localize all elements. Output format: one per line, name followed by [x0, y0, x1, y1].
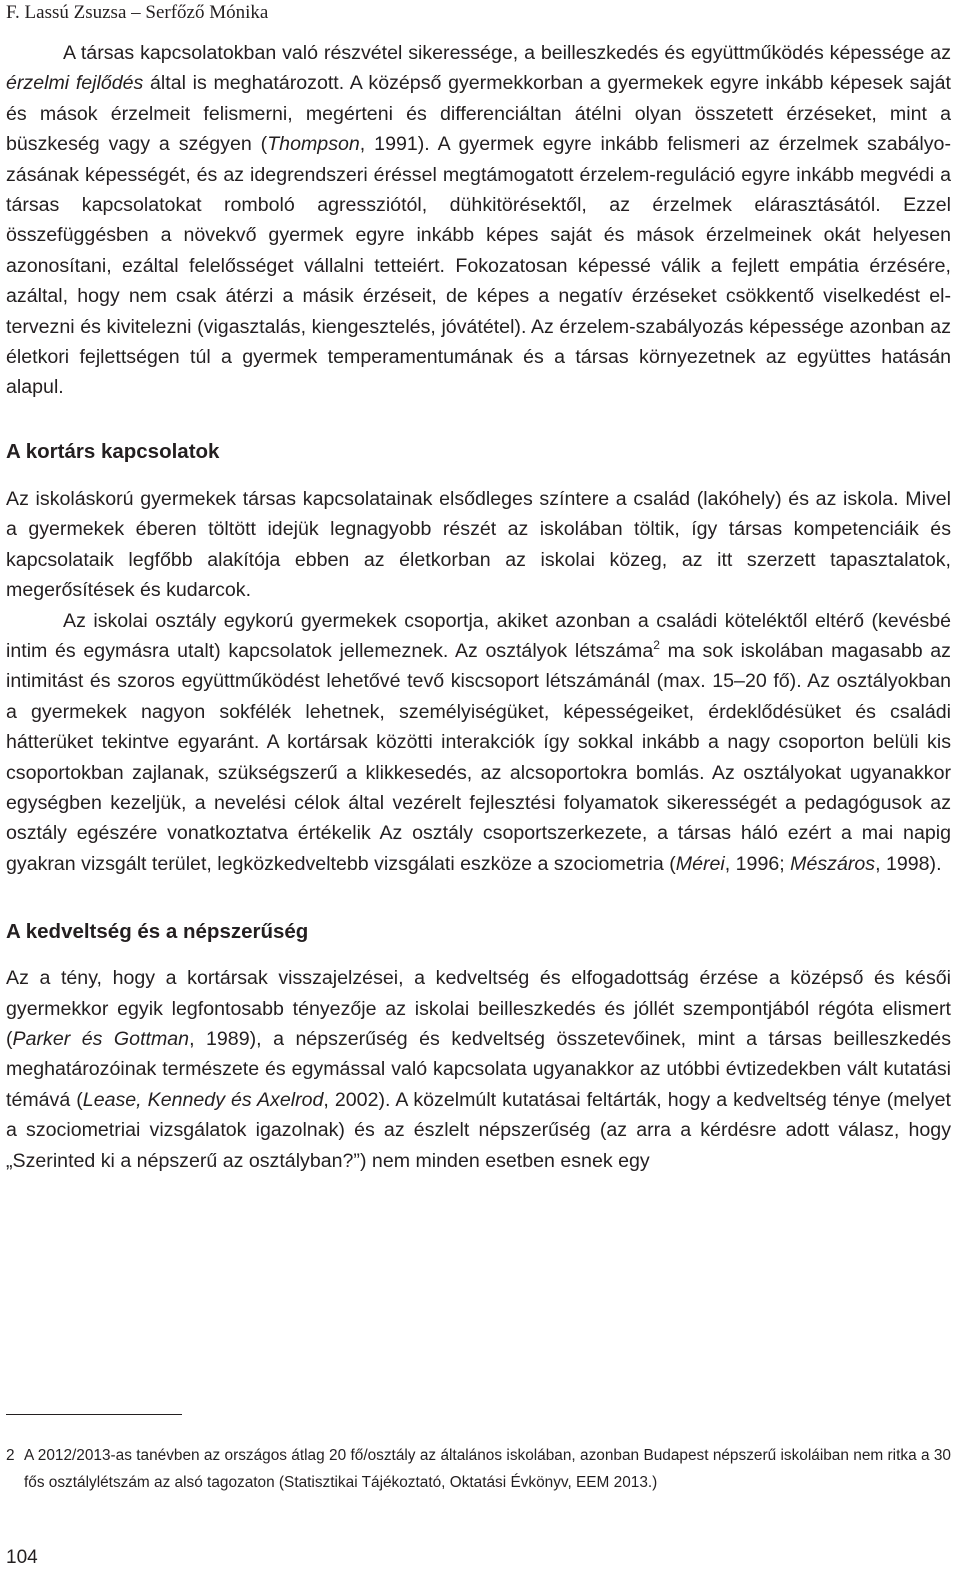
text-run: A társas kapcsolatokban való részvétel sikeressége, a beilleszkedés és együttműködés képessége az [63, 42, 951, 64]
paragraph-school-class [6, 606, 951, 880]
paragraph-school-context: Az iskoláskorú gyermekek társas kapcsolatainak elsődleges színtere a család (lakóhely) és az iskola. Mivel a gyermekek éberen töltött idejük legnagyobb részét az iskolában töltik, így társas kompetenciáik és kapcsolataik legfőbb alakítója ebben az életkorban az iskolai közeg, az itt szerzett tapasztalatok, megerősítések és kudarcok. [6, 487, 951, 602]
text-run: által is meghatározott. A középső gyermekkorban a gyermekek egyre inkább képesek saját és mások érzelmeit felismerni, megérteni és differenciáltan átélni olyan összetett érzéseket, mint a büszkeség vagy a szégyen ( [6, 72, 952, 156]
citation-author: Thompson [267, 133, 360, 156]
citation-author: Mészáros [790, 852, 876, 875]
citation-author: Lease, Kennedy és Axelrod [82, 1088, 324, 1111]
page-number: 104 [6, 1547, 38, 1568]
footnote-number: 2 [6, 1447, 15, 1464]
text-run: , 1991). A gyermek egyre inkább felismeri az érzelmek szabályozásának képességét, és az idegrendszeri éréssel megtámogatott érzelem-reguláció egyre inkább megvédi a társas kapcsolatokat romboló agressziótól, dühkitörésektől, az érzelmek elárasztásától. Ezzel összefüggésben a növekvő gyermek egyre inkább képes saját és mások érzelmeinek okát helyesen azonosítani, ezáltal felelősséget vállalni tetteiért. Fokozatosan képessé válik a fejlett empátia érzésére, azáltal, hogy nem csak átérzi a másik érzéseit, de képes a negatív érzéseket csökkentő viselkedést eltervezni és kivitelezni (vigasztalás, kiengesztelés, jóvátétel). Az érzelem-szabályozás képessége azonban az életkori fejlettségen túl a gyermek temperamentumának és a társas környezetnek az együttes hatásán alapul. [6, 133, 951, 399]
text-run: , 1996; [724, 852, 791, 875]
text-run: Az iskolai osztály egykorú gyermekek csoportja, akiket azonban a családi köteléktől eltérő (kevésbé intim és egymásra utalt) kapcsolatok jellemeznek. Az osztályok létszáma [6, 609, 951, 662]
text-run: ma sok iskolában magasabb az intimitást és szoros együttműködést lehetővé tevő kiscsoport létszámánál (max. 15–20 fő). Az osztályokban a gyermekek nagyon sokfélék lehetnek, személyiségüket, képességeiket, érdeklődésüket és családi hátterüket tekintve egyaránt. A kortársak közötti interakciók így sokkal inkább a nagy csoporton belüli kis csoportokban zajlanak, szükségszerű a klikkesedés, az alcsoportokra bomlás. Az osztályokat ugyanakkor egységben kezeljük, a nevelési célok által vezérelt fejlesztési folyamatok sikerességét a pedagógusok az osztály egészére vonatkoztatva értékelik Az osztály csoportszerkezete, a társas háló ezért a mai napig gyakran vizsgált terület, legközkedveltebb vizsgálati eszköze a szociometria ( [6, 639, 951, 875]
text-run: , 1998). [875, 852, 942, 875]
text-run: Az a tény, hogy a kortársak visszajelzései, a kedveltség és elfogadottság érzése a középső és késői gyermekkor egyik legfontosabb tényezője az iskolai beilleszkedés és jóllét szempontjából régóta elismert ( [6, 967, 951, 1050]
body-text [6, 38, 951, 1176]
citation-author: Parker és Gottman [12, 1027, 190, 1050]
footnote [6, 1443, 951, 1496]
footnote-separator [6, 1414, 182, 1415]
running-header: F. Lassú Zsuzsa – Serfőző Mónika [6, 2, 269, 23]
emphasis-term: érzelmi fejlődés [6, 72, 144, 95]
section-heading-popularity: A kedveltség és a népszerűség [6, 920, 309, 944]
paragraph-emotional-development [6, 38, 951, 403]
citation-author: Mérei [675, 852, 725, 875]
paragraph-popularity [6, 963, 951, 1176]
footnote-reference: 2 [653, 637, 660, 652]
footnote-text: A 2012/2013-as tanévben az országos átlag 20 fő/osztály az általános iskolában, azonban Budapest népszerű iskoláiban nem ritka a 30 fős osztálylétszám az alsó tagozaton (Statisztikai Tájékoztató, Oktatási Évkönyv, EEM 2013.) [24, 1447, 951, 1491]
text-run: , 2002). A közelmúlt kutatásai feltárták, hogy a kedveltség ténye (melyet a szociometriai vizsgálatok igazolnak) és az észlelt népszerűség (az arra a kérdésre adott válasz, hogy „Szerinted ki a népszerű az osztályban?”) nem minden esetben esnek egy [6, 1088, 951, 1172]
section-heading-peer-relations: A kortárs kapcsolatok [6, 439, 220, 463]
text-run: , 1989), a népszerűség és kedveltség összetevőinek, mint a társas beilleszkedés meghatározóinak természete és egymással való kapcsolata ugyanakkor az utóbbi évtizedekben vált kutatási témává ( [6, 1027, 952, 1111]
